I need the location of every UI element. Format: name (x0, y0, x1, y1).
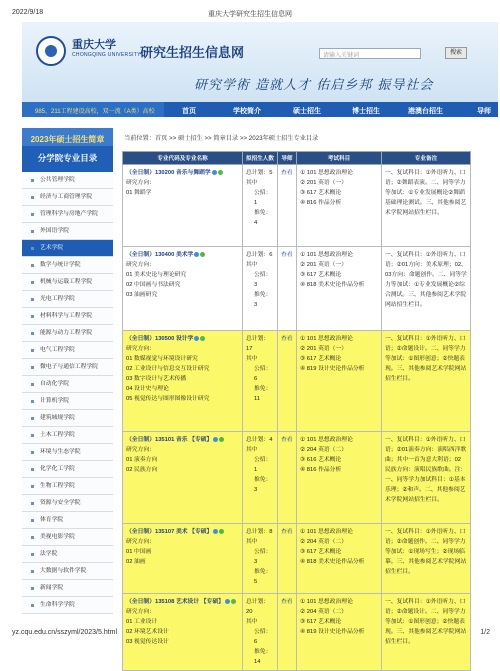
status-icon (218, 170, 223, 175)
quota-line: 总计划：8 (246, 529, 273, 535)
sidebar-banner (22, 128, 113, 172)
table-body (123, 165, 471, 671)
quota-line: 公招：1 (254, 190, 272, 206)
exam-line: ③ 617 艺术概论 (300, 619, 342, 625)
quota-line: 其中 (246, 539, 258, 545)
table-row (123, 524, 471, 594)
tutor-link[interactable]: 查看 (281, 252, 293, 258)
sidebar-item[interactable]: 土木工程学院 (22, 427, 113, 444)
note-text: 一、复试科目：①外语听力、口语；②01方向：美术原理；02、03方向：命题创作。二、同等学力等加试：①专业发展概论②综合测试。三、其他参阅艺术学院网站招生栏目。 (385, 252, 467, 308)
exam-line: ③ 617 艺术概论 (300, 549, 342, 555)
sidebar-item[interactable]: 外国语学院 (22, 223, 113, 240)
breadcrumb: 当前位置：首页 >> 硕士招生 >> 简章目录 >> 2023年硕士招生专业目录 (124, 135, 319, 142)
sidebar-item[interactable]: 管理科学与房地产学院 (22, 206, 113, 223)
quota-line: 总计划：4 (246, 437, 273, 443)
program-line: 研究方向： (126, 539, 155, 545)
program-name[interactable]: （全日制）135108 艺术设计 【专硕】 (126, 599, 224, 605)
university-logo-icon[interactable] (36, 36, 66, 66)
program-line: 02 环境艺术设计 (126, 629, 169, 635)
quota-line: 公招：1 (254, 457, 272, 473)
print-title: 重庆大学研究生招生信息网 (208, 11, 292, 18)
exam-line: ④ 818 美术史论作品分析 (300, 282, 365, 288)
exam-line: ② 201 英语（一） (300, 346, 348, 352)
tutor-link[interactable]: 查看 (281, 336, 293, 342)
exam-line: ③ 617 艺术概论 (300, 190, 342, 196)
quota-line: 公招：3 (254, 272, 272, 288)
program-line: 研究方向： (126, 447, 155, 453)
exam-line: ① 101 思想政治理论 (300, 437, 353, 443)
print-page: 1/2 (480, 629, 490, 636)
program-line: 03 油画研究 (126, 292, 158, 298)
status-icon (231, 599, 236, 604)
quota-line: 总计划：5 (246, 170, 273, 176)
sidebar (22, 128, 113, 614)
program-line: 01 演奏方向 (126, 457, 158, 463)
table-header-row (123, 152, 471, 165)
status-icon (200, 252, 205, 257)
sidebar-item[interactable]: 电气工程学院 (22, 342, 113, 359)
program-table (122, 151, 471, 671)
sidebar-item[interactable]: 大数据与软件学院 (22, 563, 113, 580)
program-line: 02 中国画与书法研究 (126, 282, 181, 288)
program-cell (123, 432, 243, 524)
program-name[interactable]: （全日制）130200 音乐与舞蹈学 (126, 170, 211, 176)
quota-line: 总计划：6 (246, 252, 273, 258)
program-line: 04 设计史与理论 (126, 386, 169, 392)
status-icon (200, 336, 205, 341)
nav-tagline: 985、211工程建设高校，双一流（A类）高校 (22, 102, 164, 117)
exam-line: ③ 617 艺术概论 (300, 272, 342, 278)
sidebar-item[interactable]: 体育学院 (22, 512, 113, 529)
sidebar-item[interactable]: 材料科学与工程学院 (22, 308, 113, 325)
exam-line: ① 101 思想政治理论 (300, 529, 353, 535)
program-name[interactable]: （全日制）130500 设计学 (126, 336, 194, 342)
sidebar-item[interactable]: 建筑城规学院 (22, 410, 113, 427)
exam-cell (297, 247, 382, 331)
status-icon (225, 599, 230, 604)
sidebar-item[interactable]: 光电工程学院 (22, 291, 113, 308)
status-icon (194, 252, 199, 257)
nav-item-about[interactable]: 学校简介 (233, 108, 261, 115)
tutor-cell (278, 524, 297, 594)
quota-line: 其中 (246, 262, 258, 268)
program-line: 研究方向： (126, 346, 155, 352)
sidebar-item[interactable]: 机械与运载工程学院 (22, 274, 113, 291)
note-cell (382, 247, 471, 331)
program-line: 01 工业设计 (126, 619, 158, 625)
tutor-link[interactable]: 查看 (281, 599, 293, 605)
program-line: 05 视觉传达与图形图像设计研究 (126, 396, 210, 402)
status-icon (213, 529, 218, 534)
print-footer (0, 626, 500, 647)
program-cell (123, 524, 243, 594)
program-name[interactable]: （全日制）135107 美术 【专硕】 (126, 529, 213, 535)
table-row (123, 432, 471, 524)
exam-line: ② 204 英语（二） (300, 447, 348, 453)
exam-line: ② 201 英语（一） (300, 180, 348, 186)
exam-line: ③ 616 艺术概论 (300, 457, 342, 463)
exam-line: ④ 819 设计史论作品分析 (300, 366, 365, 372)
sidebar-item[interactable]: 美视电影学院 (22, 529, 113, 546)
university-name-en: CHONGQING UNIVERSITY (72, 52, 141, 58)
tutor-cell (278, 247, 297, 331)
nav-item-master[interactable]: 硕士招生 (293, 108, 321, 115)
quota-cell (243, 331, 278, 432)
sidebar-item[interactable]: 自动化学院 (22, 376, 113, 393)
quota-line: 其中 (246, 619, 258, 625)
main-nav (22, 102, 498, 117)
tutor-link[interactable]: 查看 (281, 437, 293, 443)
quota-line: 总计划：20 (246, 599, 270, 615)
quota-line: 其中 (246, 356, 258, 362)
nav-item-doctor[interactable]: 博士招生 (352, 108, 380, 115)
col-header-exam: 考试科目 (297, 152, 382, 165)
program-line: 01 舞蹈学 (126, 190, 152, 196)
exam-cell (297, 165, 382, 247)
exam-line: ④ 819 设计史论作品分析 (300, 629, 365, 635)
sidebar-item[interactable]: 微电子与通信工程学院 (22, 359, 113, 376)
exam-line: ② 204 英语（二） (300, 539, 348, 545)
print-url: yz.cqu.edu.cn/sszyml/2023/5.html (12, 629, 118, 636)
status-icon (212, 170, 217, 175)
exam-cell (297, 432, 382, 524)
program-line: 02 工业设计与信息交互设计研究 (126, 366, 210, 372)
sidebar-banner-top[interactable]: 2023年硕士招生简章 (22, 128, 113, 146)
tutor-cell (278, 432, 297, 524)
exam-line: ④ 816 作品分析 (300, 467, 342, 473)
slogan: 研究学術 造就人才 佑启乡邦 振导社会 (194, 78, 434, 93)
program-name[interactable]: （全日制）130400 美术学 (126, 252, 194, 258)
sidebar-item[interactable]: 公共管理学院 (22, 172, 113, 189)
program-cell (123, 331, 243, 432)
col-header-tutor: 导师 (278, 152, 297, 165)
nav-item-home[interactable]: 首页 (182, 108, 196, 115)
nav-item-hkmt[interactable]: 港澳台招生 (408, 108, 443, 115)
program-line: 02 民族方向 (126, 467, 158, 473)
exam-cell (297, 331, 382, 432)
sidebar-list (22, 172, 113, 614)
status-icon (219, 529, 224, 534)
sidebar-item[interactable]: 生命科学学院 (22, 597, 113, 614)
quota-line: 推免：3 (254, 292, 272, 308)
program-line: 01 美术史论与理论研究 (126, 272, 187, 278)
program-line: 01 数媒视觉与环境设计研究 (126, 356, 198, 362)
program-line: 03 视觉传达设计 (126, 639, 169, 645)
exam-line: ④ 818 美术史论作品分析 (300, 559, 365, 565)
program-line: 研究方向： (126, 180, 155, 186)
sidebar-item[interactable]: 计算机学院 (22, 393, 113, 410)
quota-line: 推免：5 (254, 569, 272, 585)
quota-line: 公招：3 (254, 549, 272, 565)
program-line: 01 中国画 (126, 549, 152, 555)
table-row (123, 331, 471, 432)
program-cell (123, 165, 243, 247)
sidebar-item[interactable]: 环境与生态学院 (22, 444, 113, 461)
table-row (123, 247, 471, 331)
col-header-quota: 拟招生人数 (243, 152, 278, 165)
sidebar-item[interactable]: 能源与动力工程学院 (22, 325, 113, 342)
program-line: 研究方向： (126, 262, 155, 268)
quota-cell (243, 432, 278, 524)
quota-line: 其中 (246, 447, 258, 453)
site-title[interactable]: 研究生招生信息网 (140, 45, 245, 60)
quota-line: 其中 (246, 180, 258, 186)
quota-line: 公招：6 (254, 366, 272, 382)
site-banner (22, 22, 498, 102)
search-button[interactable]: 搜索 (445, 47, 467, 59)
program-cell (123, 247, 243, 331)
quota-line: 推免：11 (254, 386, 272, 402)
sidebar-item[interactable]: 经济与工商管理学院 (22, 189, 113, 206)
note-cell (382, 524, 471, 594)
note-text: 一、复试科目：①外语听力、口语；②命题创作。二、同等学力等加试：①现场写生；②现场临摹。三、其他参阅艺术学院网站招生栏目。 (385, 529, 467, 575)
quota-line: 推免：3 (254, 477, 272, 493)
print-header (0, 0, 500, 22)
tutor-link[interactable]: 查看 (281, 170, 293, 176)
sidebar-item[interactable]: 新闻学院 (22, 580, 113, 597)
exam-line: ① 101 思想政治理论 (300, 599, 353, 605)
col-header-note: 专业备注 (382, 152, 471, 165)
sidebar-item[interactable]: 化学化工学院 (22, 461, 113, 478)
status-icon (194, 336, 199, 341)
exam-line: ④ 816 作品分析 (300, 200, 342, 206)
tutor-link[interactable]: 查看 (281, 529, 293, 535)
status-icon (213, 437, 218, 442)
exam-line: ① 101 思想政治理论 (300, 170, 353, 176)
quota-line: 推免：14 (254, 649, 272, 665)
program-name[interactable]: （全日制）135101 音乐 【专硕】 (126, 437, 213, 443)
exam-line: ① 101 思想政治理论 (300, 252, 353, 258)
sidebar-item[interactable]: 艺术学院 (22, 240, 113, 257)
sidebar-item[interactable]: 数学与统计学院 (22, 257, 113, 274)
exam-line: ③ 617 艺术概论 (300, 356, 342, 362)
quota-line: 总计划：17 (246, 336, 270, 352)
search-input[interactable]: 请输入关键词 (319, 48, 421, 59)
note-text: 一、复试科目：①外语听力、口语；②01演奏方向：演唱西洋歌曲；其中一首为意大利语；02 民族方向：演唱民族歌曲。注：一、同等学力加试科目：①基本乐理；②和声。二、其他参阅艺术学院网站招生栏目。 (385, 437, 467, 503)
sidebar-item[interactable]: 资源与安全学院 (22, 495, 113, 512)
sidebar-item[interactable]: 生物工程学院 (22, 478, 113, 495)
program-line: 研究方向： (126, 609, 155, 615)
quota-cell (243, 165, 278, 247)
print-date: 2022/9/18 (12, 9, 44, 16)
program-line: 03 数字设计与艺术传播 (126, 376, 187, 382)
note-cell (382, 165, 471, 247)
exam-line: ② 204 英语（二） (300, 609, 348, 615)
nav-item-tutor[interactable]: 导师 (477, 108, 491, 115)
quota-line: 推免：4 (254, 210, 272, 226)
quota-line: 公招：6 (254, 629, 272, 645)
note-text: 一、复试科目：①外语听力、口语；②命题设计。二、同等学力等加试：①图形创意；②快题表现。三、其他参阅艺术学院网站招生栏目。 (385, 599, 467, 645)
tutor-cell (278, 165, 297, 247)
note-cell (382, 331, 471, 432)
status-icon (219, 437, 224, 442)
university-name: 重庆大学 (72, 38, 116, 51)
sidebar-banner-main: 分学院专业目录 (37, 153, 98, 163)
col-header-name: 专业代码及专业名称 (123, 152, 243, 165)
exam-cell (297, 524, 382, 594)
quota-cell (243, 524, 278, 594)
tutor-cell (278, 331, 297, 432)
table-row (123, 165, 471, 247)
sidebar-item[interactable]: 法学院 (22, 546, 113, 563)
exam-line: ① 101 思想政治理论 (300, 336, 353, 342)
quota-cell (243, 247, 278, 331)
note-cell (382, 432, 471, 524)
exam-line: ② 201 英语（一） (300, 262, 348, 268)
note-text: 一、复试科目：①外语听力、口语；②命题设计。二、同等学力等加试：①图形创意；②快题表现。三、其他参阅艺术学院网站招生栏目。 (385, 336, 467, 382)
program-line: 02 油画 (126, 559, 146, 565)
note-text: 一、复试科目：①外语听力、口语；②舞蹈表演。二、同等学力等加试：①专业发展概论②舞蹈基础理论测试。三、其他参阅艺术学院网站招生栏目。 (385, 170, 467, 216)
